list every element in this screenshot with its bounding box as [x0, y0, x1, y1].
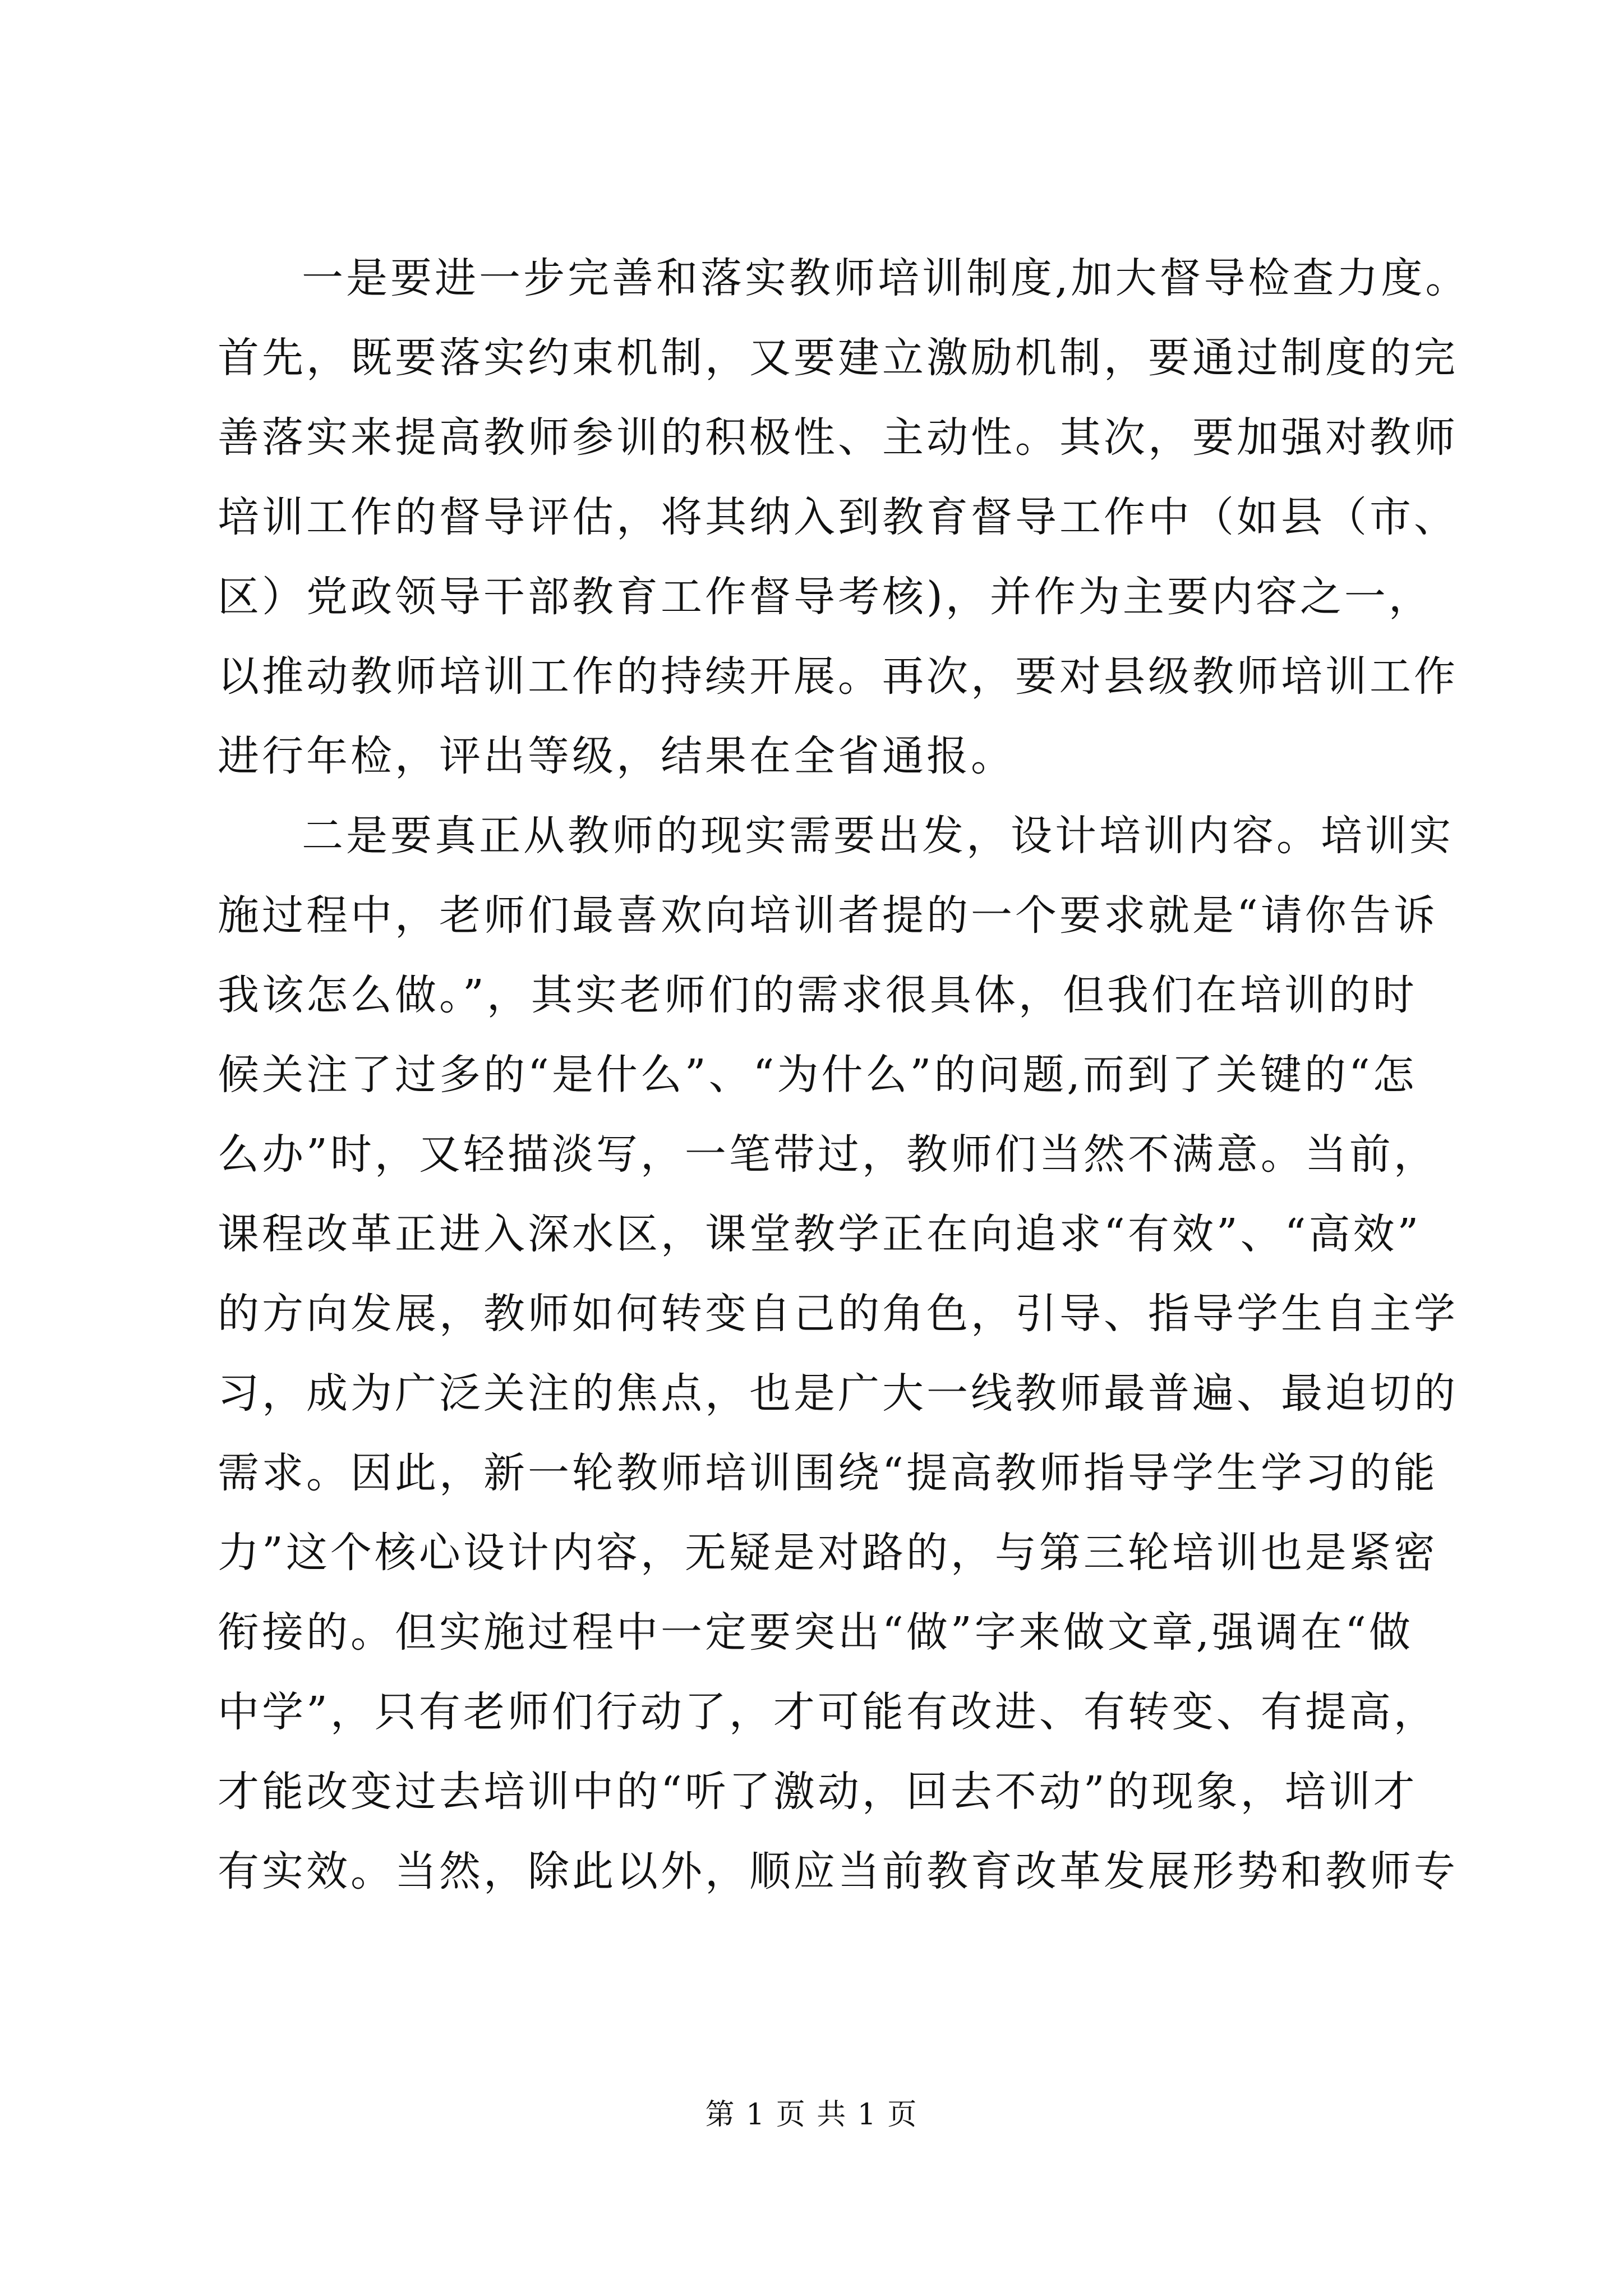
paragraph-line: 的方向发展，教师如何转变自己的角色，引导、指导学生自主学: [218, 1290, 1458, 1338]
paragraph-line: 二是要真正从教师的现实需要出发，设计培训内容。培训实: [302, 812, 1454, 860]
paragraph-line: 善落实来提高教师参训的积极性、主动性。其次，要加强对教师: [218, 413, 1458, 462]
paragraph-1: [218, 238, 1470, 796]
paragraph-line: 施过程中，老师们最喜欢向培训者提的一个要求就是“请你告诉: [218, 891, 1438, 940]
paragraph-line: 习，成为广泛关注的焦点，也是广大一线教师最普遍、最迫切的: [218, 1369, 1458, 1418]
paragraph-line: 以推动教师培训工作的持续开展。再次，要对县级教师培训工作: [218, 652, 1458, 701]
paragraph-line: 力”这个核心设计内容，无疑是对路的，与第三轮培训也是紧密: [218, 1529, 1438, 1577]
paragraph-line: 中学”，只有老师们行动了，才可能有改进、有转变、有提高，: [218, 1688, 1438, 1736]
paragraph-line: 区）党政领导干部教育工作督导考核)，并作为主要内容之一，: [218, 573, 1433, 621]
paragraph-line: 候关注了过多的“是什么”、“为什么”的问题,而到了关键的“怎: [218, 1051, 1417, 1099]
paragraph-line: 衔接的。但实施过程中一定要突出“做”字来做文章,强调在“做: [218, 1608, 1414, 1657]
document-body: [218, 238, 1470, 1911]
paragraph-line: 有实效。当然，除此以外，顺应当前教育改革发展形势和教师专: [218, 1847, 1458, 1895]
paragraph-2: [218, 796, 1458, 1911]
paragraph-line: 进行年检，评出等级，结果在全省通报。: [218, 732, 1015, 780]
paragraph-line: 需求。因此，新一轮教师培训围绕“提高教师指导学生学习的能: [218, 1449, 1438, 1497]
paragraph-line: 一是要进一步完善和落实教师培训制度,加大督导检查力度。: [302, 254, 1470, 302]
page-footer: 第 1 页 共 1 页: [705, 2098, 918, 2132]
paragraph-line: 才能改变过去培训中的“听了激动，回去不动”的现象，培训才: [218, 1768, 1418, 1816]
paragraph-line: 培训工作的督导评估，将其纳入到教育督导工作中（如县（市、: [218, 493, 1458, 541]
paragraph-line: 么办”时，又轻描淡写，一笔带过，教师们当然不满意。当前，: [218, 1130, 1438, 1179]
paragraph-line: 首先，既要落实约束机制，又要建立激励机制，要通过制度的完: [218, 334, 1458, 382]
paragraph-line: 课程改革正进入深水区，课堂教学正在向追求“有效”、“高效”: [218, 1210, 1422, 1258]
paragraph-line: 我该怎么做。”，其实老师们的需求很具体，但我们在培训的时: [218, 971, 1417, 1019]
